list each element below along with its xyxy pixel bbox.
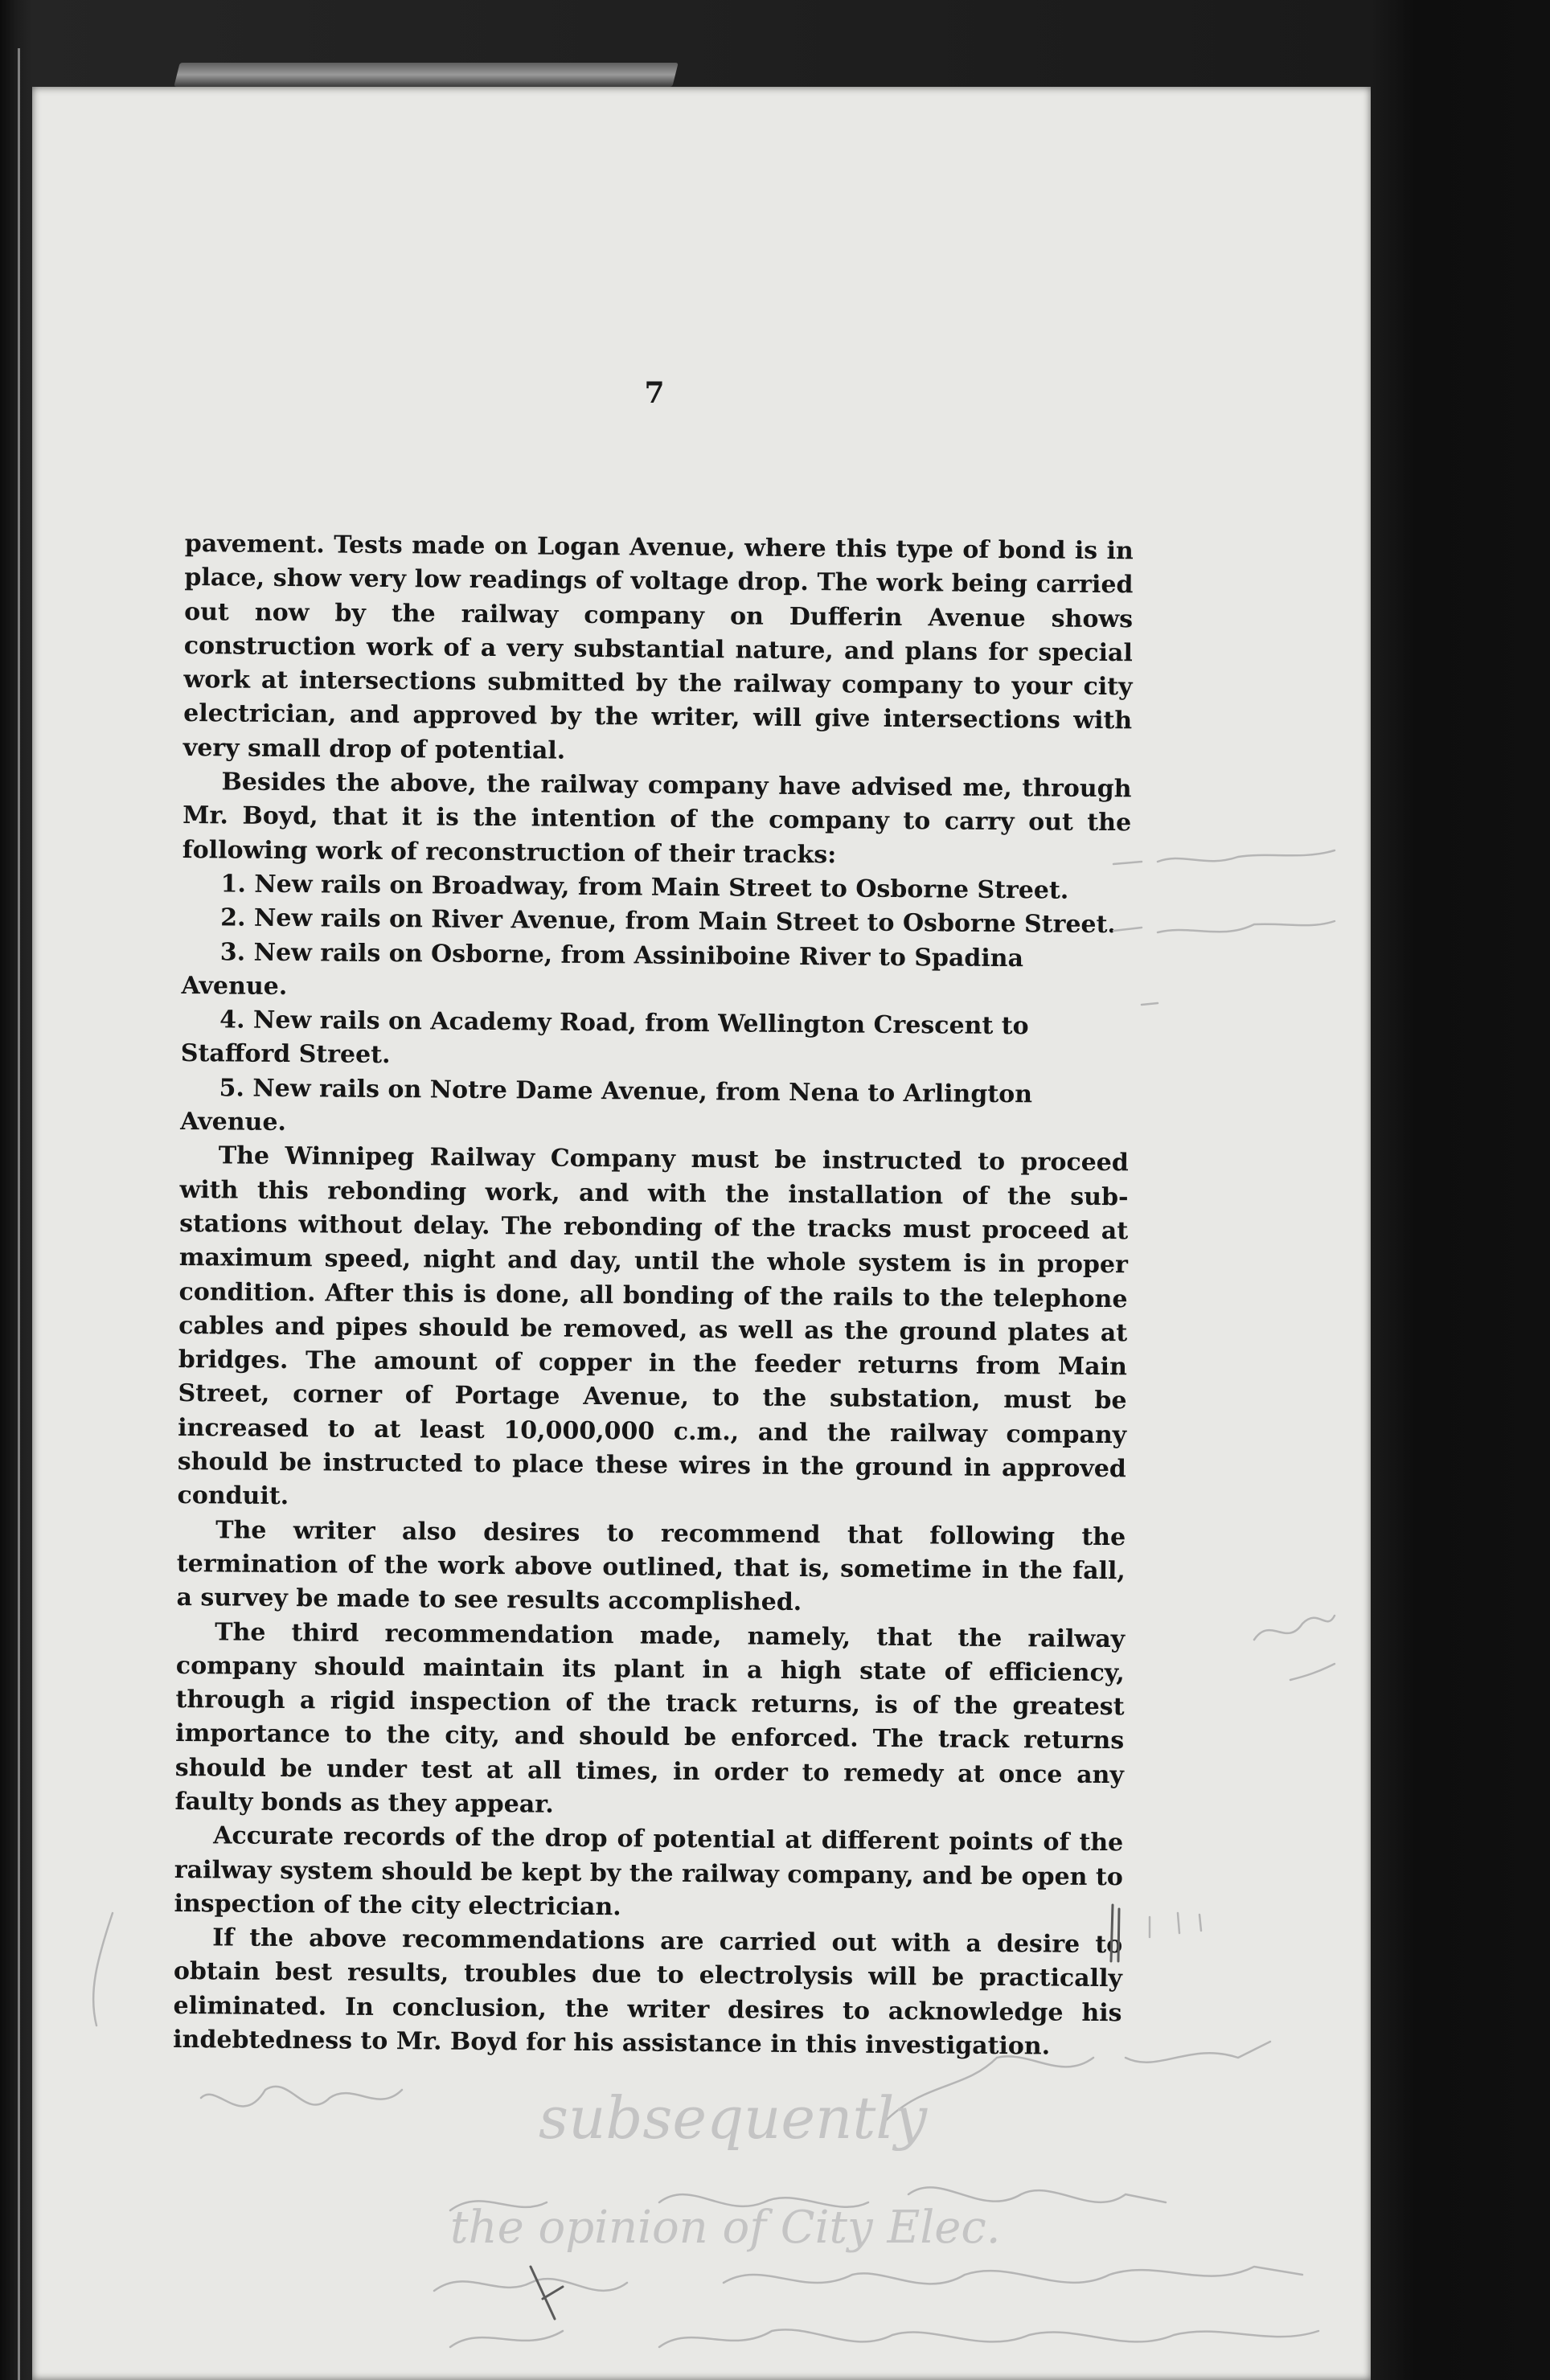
left-bracket [93,1913,113,2026]
paragraph-4: The writer also desires to recommend that following the termination of the work above outlined, that is, sometime in the fall, a survey be made to see results accomplished. [176,1515,1126,1617]
paragraph-5: The third recommendation made, namely, that the railway company should maintain its plant in a high state of efficiency, through a rigid inspection of the track returns, is of the greatest importance to the city, and should be enforced. The track returns should be under test at all times, in order to remedy at once any faulty bonds as they appear. [174,1617,1126,1819]
list-item-1: 1. New rails on Broadway, from Main Street to Osborne Street. [220,870,1069,905]
list-item-2: 2. New rails on River Avenue, from Main Street to Osborne Street. [220,903,1117,940]
list-item-5: 5. New rails on Notre Dame Avenue, from Nena to Arlington Avenue. [180,1074,1033,1137]
margin-mark-3 [1142,1003,1158,1005]
handwriting-cross [531,2267,563,2319]
list-item-3: 3. New rails on Osborne, from Assiniboine River to Spadina Avenue. [181,937,1024,1001]
paragraph-7: If the above recommendations are carried out with a desire to obtain best results, troubles due to electrolysis will be practically eliminated. In conclusion, the writer desires to acknowledge his indebtedness to Mr. Boyd for his assistance in this investigation. [173,1923,1123,2061]
handwriting-line-2: the opinion of City Elec. [450,2202,1001,2254]
handwriting-line-1: subsequently [539,2084,928,2152]
handwriting-scribble-5 [450,2329,1318,2347]
handwriting-scribble-4 [434,2267,1302,2291]
handwriting-scribble-2 [884,2042,1270,2122]
paragraph-1: pavement. Tests made on Logan Avenue, where this type of bond is in place, show very low readings of voltage drop. The work being carried out now by the railway company on Dufferin Avenue shows construction work of a very substantial nature, and plans for special work at intersections submitted by the railway company to your city electrician, and approved by the writer, will give intersections with very small drop of potential. [182,529,1134,765]
paragraph-3: The Winnipeg Railway Company must be instructed to proceed with this rebonding work, and with the installation of the sub-stations without delay. The rebonding of the tracks must proceed at maximum speed, night and day, until the whole system is in proper condition. After this is done, all bonding of the rails to the telephone cables and pipes should be removed, as well as the ground plates at bridges. The amount of copper in the feeder returns from Main Street, corner of Portage Avenue, to the substation, must be increased to at least 10,000,000 c.m., and the railway company should be instructed to place these wires in the ground in approved conduit. [177,1141,1129,1511]
margin-mark-1 [1113,850,1335,864]
margin-mark-5 [1290,1664,1335,1680]
margin-bracket [1111,1905,1119,1961]
margin-mark-2 [1113,921,1335,932]
margin-mark-4 [1254,1616,1335,1640]
handwriting-scribble-1 [201,2087,402,2107]
list-item-4: 4. New rails on Academy Road, from Wellington Crescent to Stafford Street. [180,1006,1029,1070]
page-number: 7 [644,376,665,410]
paragraph-6: Accurate records of the drop of potential at different points of the railway system should be kept by the railway company, and be open to inspection of the city electrician. [174,1821,1124,1922]
paragraph-2: Besides the above, the railway company have advised me, through Mr. Boyd, that it is the intention of the company to carry out the following work of reconstruction of their tracks: [182,768,1132,870]
margin-ticks [1150,1913,1201,1937]
